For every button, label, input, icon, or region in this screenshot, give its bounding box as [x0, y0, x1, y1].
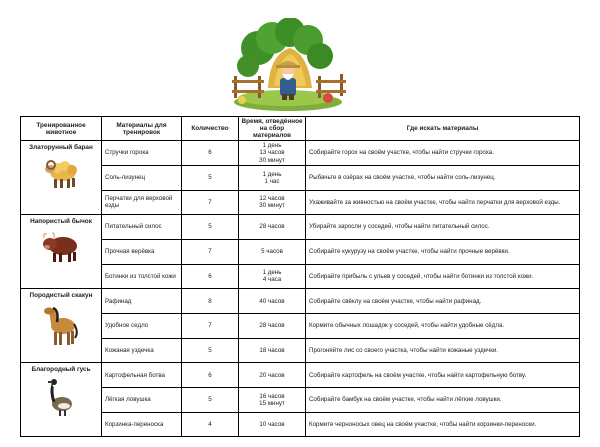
material-name: Лёгкая ловушка: [102, 388, 182, 413]
time-value: 12 часов 30 минут: [239, 190, 306, 215]
time-value: 28 часов: [239, 313, 306, 338]
time-value: 1 день 1 час: [239, 165, 306, 190]
material-name: Картофельная ботва: [102, 363, 182, 388]
table-row: [21, 388, 580, 413]
animal-name: Благородный гусь: [31, 366, 91, 374]
bull-icon: [23, 230, 99, 266]
table-row: [21, 141, 580, 166]
where-to-find: Кормите обычных лошадок у соседей, чтобы найти удобные сёдла.: [306, 313, 580, 338]
time-value: 5 часов: [239, 239, 306, 264]
quantity-value: 8: [182, 289, 239, 314]
quantity-value: 4: [182, 412, 239, 437]
where-to-find: Собирайте бамбук на своём участке, чтобы найти лёгкие ловушки.: [306, 388, 580, 413]
material-name: Перчатки для верховой езды: [102, 190, 182, 215]
material-name: Ботинки из толстой кожи: [102, 264, 182, 289]
table-row: [21, 215, 580, 240]
animal-cell: [21, 363, 102, 437]
where-to-find: Кормите черноносых овец на своём участке, чтобы найти корзинки-переноски.: [306, 412, 580, 437]
where-to-find: Ухаживайте за живностью на своём участке, чтобы найти перчатки для верховой езды.: [306, 190, 580, 215]
header-time: Время, отведённое на сбор материалов: [239, 117, 306, 141]
where-to-find: Собирайте прибыль с ульев у соседей, чтобы найти ботинки из толстой кожи.: [306, 264, 580, 289]
header-materials: Материалы для тренировок: [102, 117, 182, 141]
time-value: 10 часов: [239, 412, 306, 437]
quantity-value: 5: [182, 165, 239, 190]
material-name: Прочная верёвка: [102, 239, 182, 264]
table-row: [21, 190, 580, 215]
animal-name: Златорунный баран: [29, 144, 93, 152]
header-animal: Тренированное животное: [21, 117, 102, 141]
where-to-find: Прогоняйте лис со своего участка, чтобы найти кожаные уздечки.: [306, 338, 580, 363]
where-to-find: Собирайте горох на своём участке, чтобы найти стручки гороха.: [306, 141, 580, 166]
table-row: [21, 239, 580, 264]
table-row: [21, 412, 580, 437]
time-value: 18 часов: [239, 338, 306, 363]
material-name: Питательный силос: [102, 215, 182, 240]
header-quantity: Количество: [182, 117, 239, 141]
material-name: Удобное седло: [102, 313, 182, 338]
animal-cell: [21, 289, 102, 363]
table-header-row: [21, 117, 580, 141]
quantity-value: 6: [182, 264, 239, 289]
where-to-find: Убирайте заросли у соседей, чтобы найти питательный силос.: [306, 215, 580, 240]
table-row: [21, 264, 580, 289]
time-value: 20 часов: [239, 363, 306, 388]
animal-name: Породистый скакун: [29, 292, 93, 300]
table-row: [21, 338, 580, 363]
animal-cell: [21, 215, 102, 289]
time-value: 1 день 4 часа: [239, 264, 306, 289]
where-to-find: Собирайте картофель на своём участке, чтобы найти картофельную ботву.: [306, 363, 580, 388]
animal-name: Напористый бычок: [30, 218, 92, 226]
material-name: Стручки горока: [102, 141, 182, 166]
farm-illustration: [228, 18, 350, 112]
table-row: [21, 165, 580, 190]
goose-icon: [23, 378, 99, 420]
quantity-value: 7: [182, 239, 239, 264]
golden-ram-icon: [23, 156, 99, 192]
animal-cell: [21, 141, 102, 215]
time-value: 28 часов: [239, 215, 306, 240]
horse-icon: [23, 304, 99, 350]
where-to-find: Собирайте кукурузу на своём участке, чтобы найти прочные верёвки.: [306, 239, 580, 264]
material-name: Кожаная уздечка: [102, 338, 182, 363]
quantity-value: 5: [182, 215, 239, 240]
material-name: Соль-лизунец: [102, 165, 182, 190]
quantity-value: 7: [182, 313, 239, 338]
table-row: [21, 313, 580, 338]
header-where: Где искать материалы: [306, 117, 580, 141]
quantity-value: 7: [182, 190, 239, 215]
time-value: 16 часов 15 минут: [239, 388, 306, 413]
table-row: [21, 363, 580, 388]
where-to-find: Рыбачьте в озёрах на своём участке, чтобы найти соль-лизунец.: [306, 165, 580, 190]
time-value: 1 день 13 часов 30 минут: [239, 141, 306, 166]
quantity-value: 5: [182, 388, 239, 413]
quantity-value: 6: [182, 363, 239, 388]
material-name: Рафинад: [102, 289, 182, 314]
table-row: [21, 289, 580, 314]
quantity-value: 5: [182, 338, 239, 363]
material-name: Корзинка-переноска: [102, 412, 182, 437]
training-materials-table: [20, 116, 580, 437]
quantity-value: 6: [182, 141, 239, 166]
time-value: 40 часов: [239, 289, 306, 314]
where-to-find: Собирайте свёклу на своём участке, чтобы найти рафинад.: [306, 289, 580, 314]
